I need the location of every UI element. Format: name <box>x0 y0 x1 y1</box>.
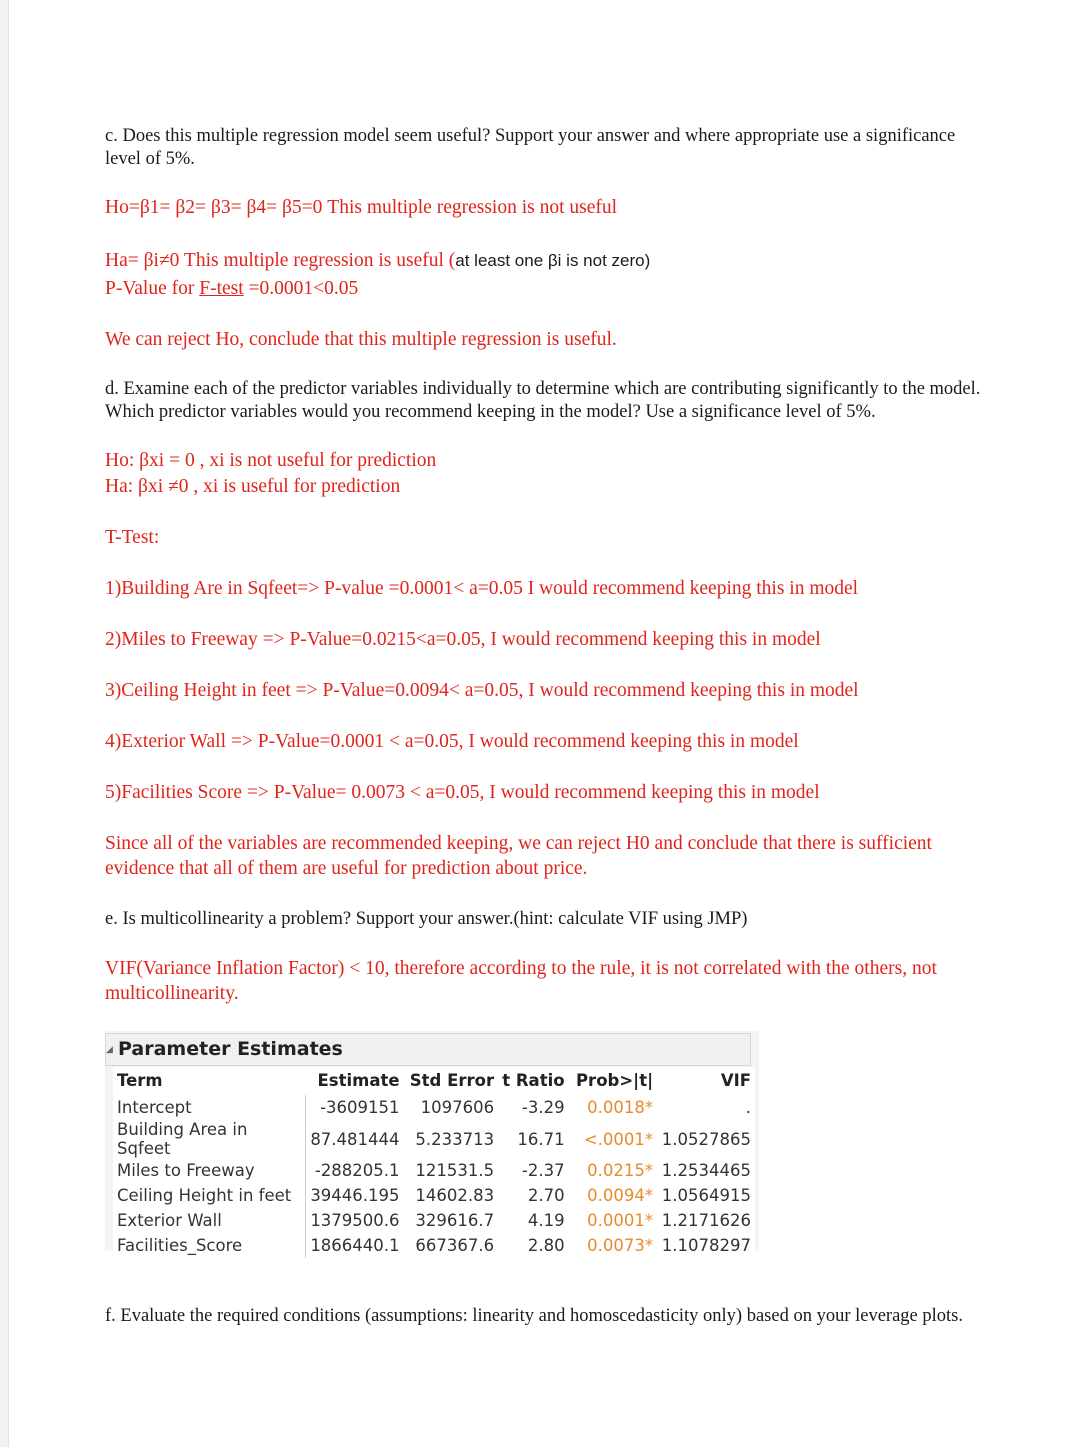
row-estimate: 39446.195 <box>310 1186 400 1205</box>
row-prob: 0.0073* <box>587 1236 654 1255</box>
row-term: Building Area in Sqfeet <box>113 1120 305 1158</box>
c-pvalue-line <box>105 277 358 301</box>
row-std-error: 667367.6 <box>415 1236 495 1255</box>
c-alt-hypothesis-note: at least one βi is not zero) <box>455 251 651 270</box>
row-term: Exterior Wall <box>113 1208 305 1233</box>
row-term: Miles to Freeway <box>113 1158 305 1183</box>
column-header-t-ratio: t Ratio <box>502 1071 565 1090</box>
column-header-vif: VIF <box>720 1071 751 1090</box>
row-prob: 0.0094* <box>587 1186 654 1205</box>
table-header-row <box>113 1067 755 1095</box>
table-row <box>113 1183 755 1208</box>
row-estimate: 1379500.6 <box>310 1211 400 1230</box>
row-term: Intercept <box>113 1095 305 1120</box>
question-d-line2: Which predictor variables would you recommend keeping in the model? Use a significance level of 5%. <box>105 402 876 422</box>
row-std-error: 14602.83 <box>415 1186 495 1205</box>
row-vif: 1.2171626 <box>661 1211 751 1230</box>
parameter-estimates-title: Parameter Estimates <box>118 1038 343 1060</box>
column-header-estimate: Estimate <box>317 1071 400 1090</box>
question-f: f. Evaluate the required conditions (assumptions: linearity and homoscedasticity only) based on your leverage plots. <box>105 1306 963 1326</box>
c-pvalue-suffix: =0.0001<0.05 <box>243 278 359 299</box>
t-test-item: 2)Miles to Freeway => P-Value=0.0215<a=0.05, I would recommend keeping this in model <box>105 629 821 650</box>
e-answer-line1: VIF(Variance Inflation Factor) < 10, therefore according to the rule, it is not correlated with the others, not <box>105 958 937 979</box>
question-c-line2: level of 5%. <box>105 149 195 169</box>
row-estimate: 87.481444 <box>310 1129 400 1149</box>
row-std-error: 5.233713 <box>415 1129 495 1149</box>
row-estimate: 1866440.1 <box>310 1236 400 1255</box>
row-std-error: 329616.7 <box>415 1211 495 1230</box>
question-e: e. Is multicollinearity a problem? Support your answer.(hint: calculate VIF using JMP) <box>105 909 748 929</box>
d-alt-hypothesis: Ha: βxi ≠0 , xi is useful for prediction <box>105 476 401 497</box>
table-row <box>113 1208 755 1233</box>
c-alt-hypothesis <box>105 249 650 273</box>
table-row <box>113 1233 755 1258</box>
row-std-error: 121531.5 <box>415 1161 495 1180</box>
row-term: Ceiling Height in feet <box>113 1183 305 1208</box>
row-prob: 0.0018* <box>587 1098 654 1117</box>
c-conclusion: We can reject Ho, conclude that this multiple regression is useful. <box>105 329 617 350</box>
row-std-error: 1097606 <box>420 1098 495 1117</box>
parameter-estimates-header[interactable] <box>105 1033 751 1066</box>
f-test-link[interactable]: F-test <box>199 278 244 299</box>
row-estimate: -3609151 <box>320 1098 400 1117</box>
table-row <box>113 1158 755 1183</box>
t-test-item: 3)Ceiling Height in feet => P-Value=0.0094< a=0.05, I would recommend keeping this in model <box>105 680 859 701</box>
row-vif: . <box>745 1098 751 1117</box>
d-null-hypothesis: Ho: βxi = 0 , xi is not useful for prediction <box>105 450 437 471</box>
t-test-item: 5)Facilities Score => P-Value= 0.0073 < a=0.05, I would recommend keeping this in model <box>105 782 820 803</box>
row-vif: 1.0527865 <box>661 1129 751 1149</box>
table-row <box>113 1120 755 1158</box>
page-left-edge <box>0 0 9 1447</box>
t-test-item: 4)Exterior Wall => P-Value=0.0001 < a=0.05, I would recommend keeping this in model <box>105 731 799 752</box>
e-answer-line2: multicollinearity. <box>105 983 239 1004</box>
row-t-ratio: 16.71 <box>517 1129 565 1149</box>
column-header-term: Term <box>117 1071 163 1090</box>
table-row <box>113 1095 755 1120</box>
row-vif: 1.1078297 <box>661 1236 751 1255</box>
row-prob: <.0001* <box>583 1129 654 1149</box>
row-prob: 0.0001* <box>587 1211 654 1230</box>
c-pvalue-prefix: P-Value for <box>105 278 200 299</box>
t-test-item: 1)Building Are in Sqfeet=> P-value =0.0001< a=0.05 I would recommend keeping this in model <box>105 578 859 599</box>
disclosure-triangle-icon[interactable]: ◢ <box>106 1045 113 1055</box>
column-header-std-error: Std Error <box>409 1071 495 1090</box>
row-vif: 1.0564915 <box>661 1186 751 1205</box>
row-term: Facilities_Score <box>113 1233 305 1258</box>
c-alt-hypothesis-main: Ha= βi≠0 This multiple regression is useful ( <box>105 250 456 271</box>
row-t-ratio: -3.29 <box>521 1098 565 1117</box>
d-conclusion-line1: Since all of the variables are recommended keeping, we can reject H0 and conclude that there is sufficient <box>105 833 932 854</box>
column-header-prob: Prob>|t| <box>575 1071 654 1090</box>
row-prob: 0.0215* <box>587 1161 654 1180</box>
c-null-hypothesis: Ho=β1= β2= β3= β4= β5=0 This multiple regression is not useful <box>105 197 618 218</box>
question-c-line1: c. Does this multiple regression model seem useful? Support your answer and where appropriate use a significance <box>105 126 956 146</box>
row-t-ratio: -2.37 <box>521 1161 565 1180</box>
row-estimate: -288205.1 <box>314 1161 400 1180</box>
row-t-ratio: 2.80 <box>527 1236 565 1255</box>
parameter-estimates-panel <box>105 1031 759 1255</box>
d-conclusion-line2: evidence that all of them are useful for prediction about price. <box>105 858 588 879</box>
row-t-ratio: 4.19 <box>527 1211 565 1230</box>
row-vif: 1.2534465 <box>661 1161 751 1180</box>
parameter-estimates-table <box>113 1067 755 1258</box>
question-d-line1: d. Examine each of the predictor variables individually to determine which are contributing significantly to the model. <box>105 379 981 399</box>
row-t-ratio: 2.70 <box>527 1186 565 1205</box>
t-test-heading: T-Test: <box>105 527 160 548</box>
